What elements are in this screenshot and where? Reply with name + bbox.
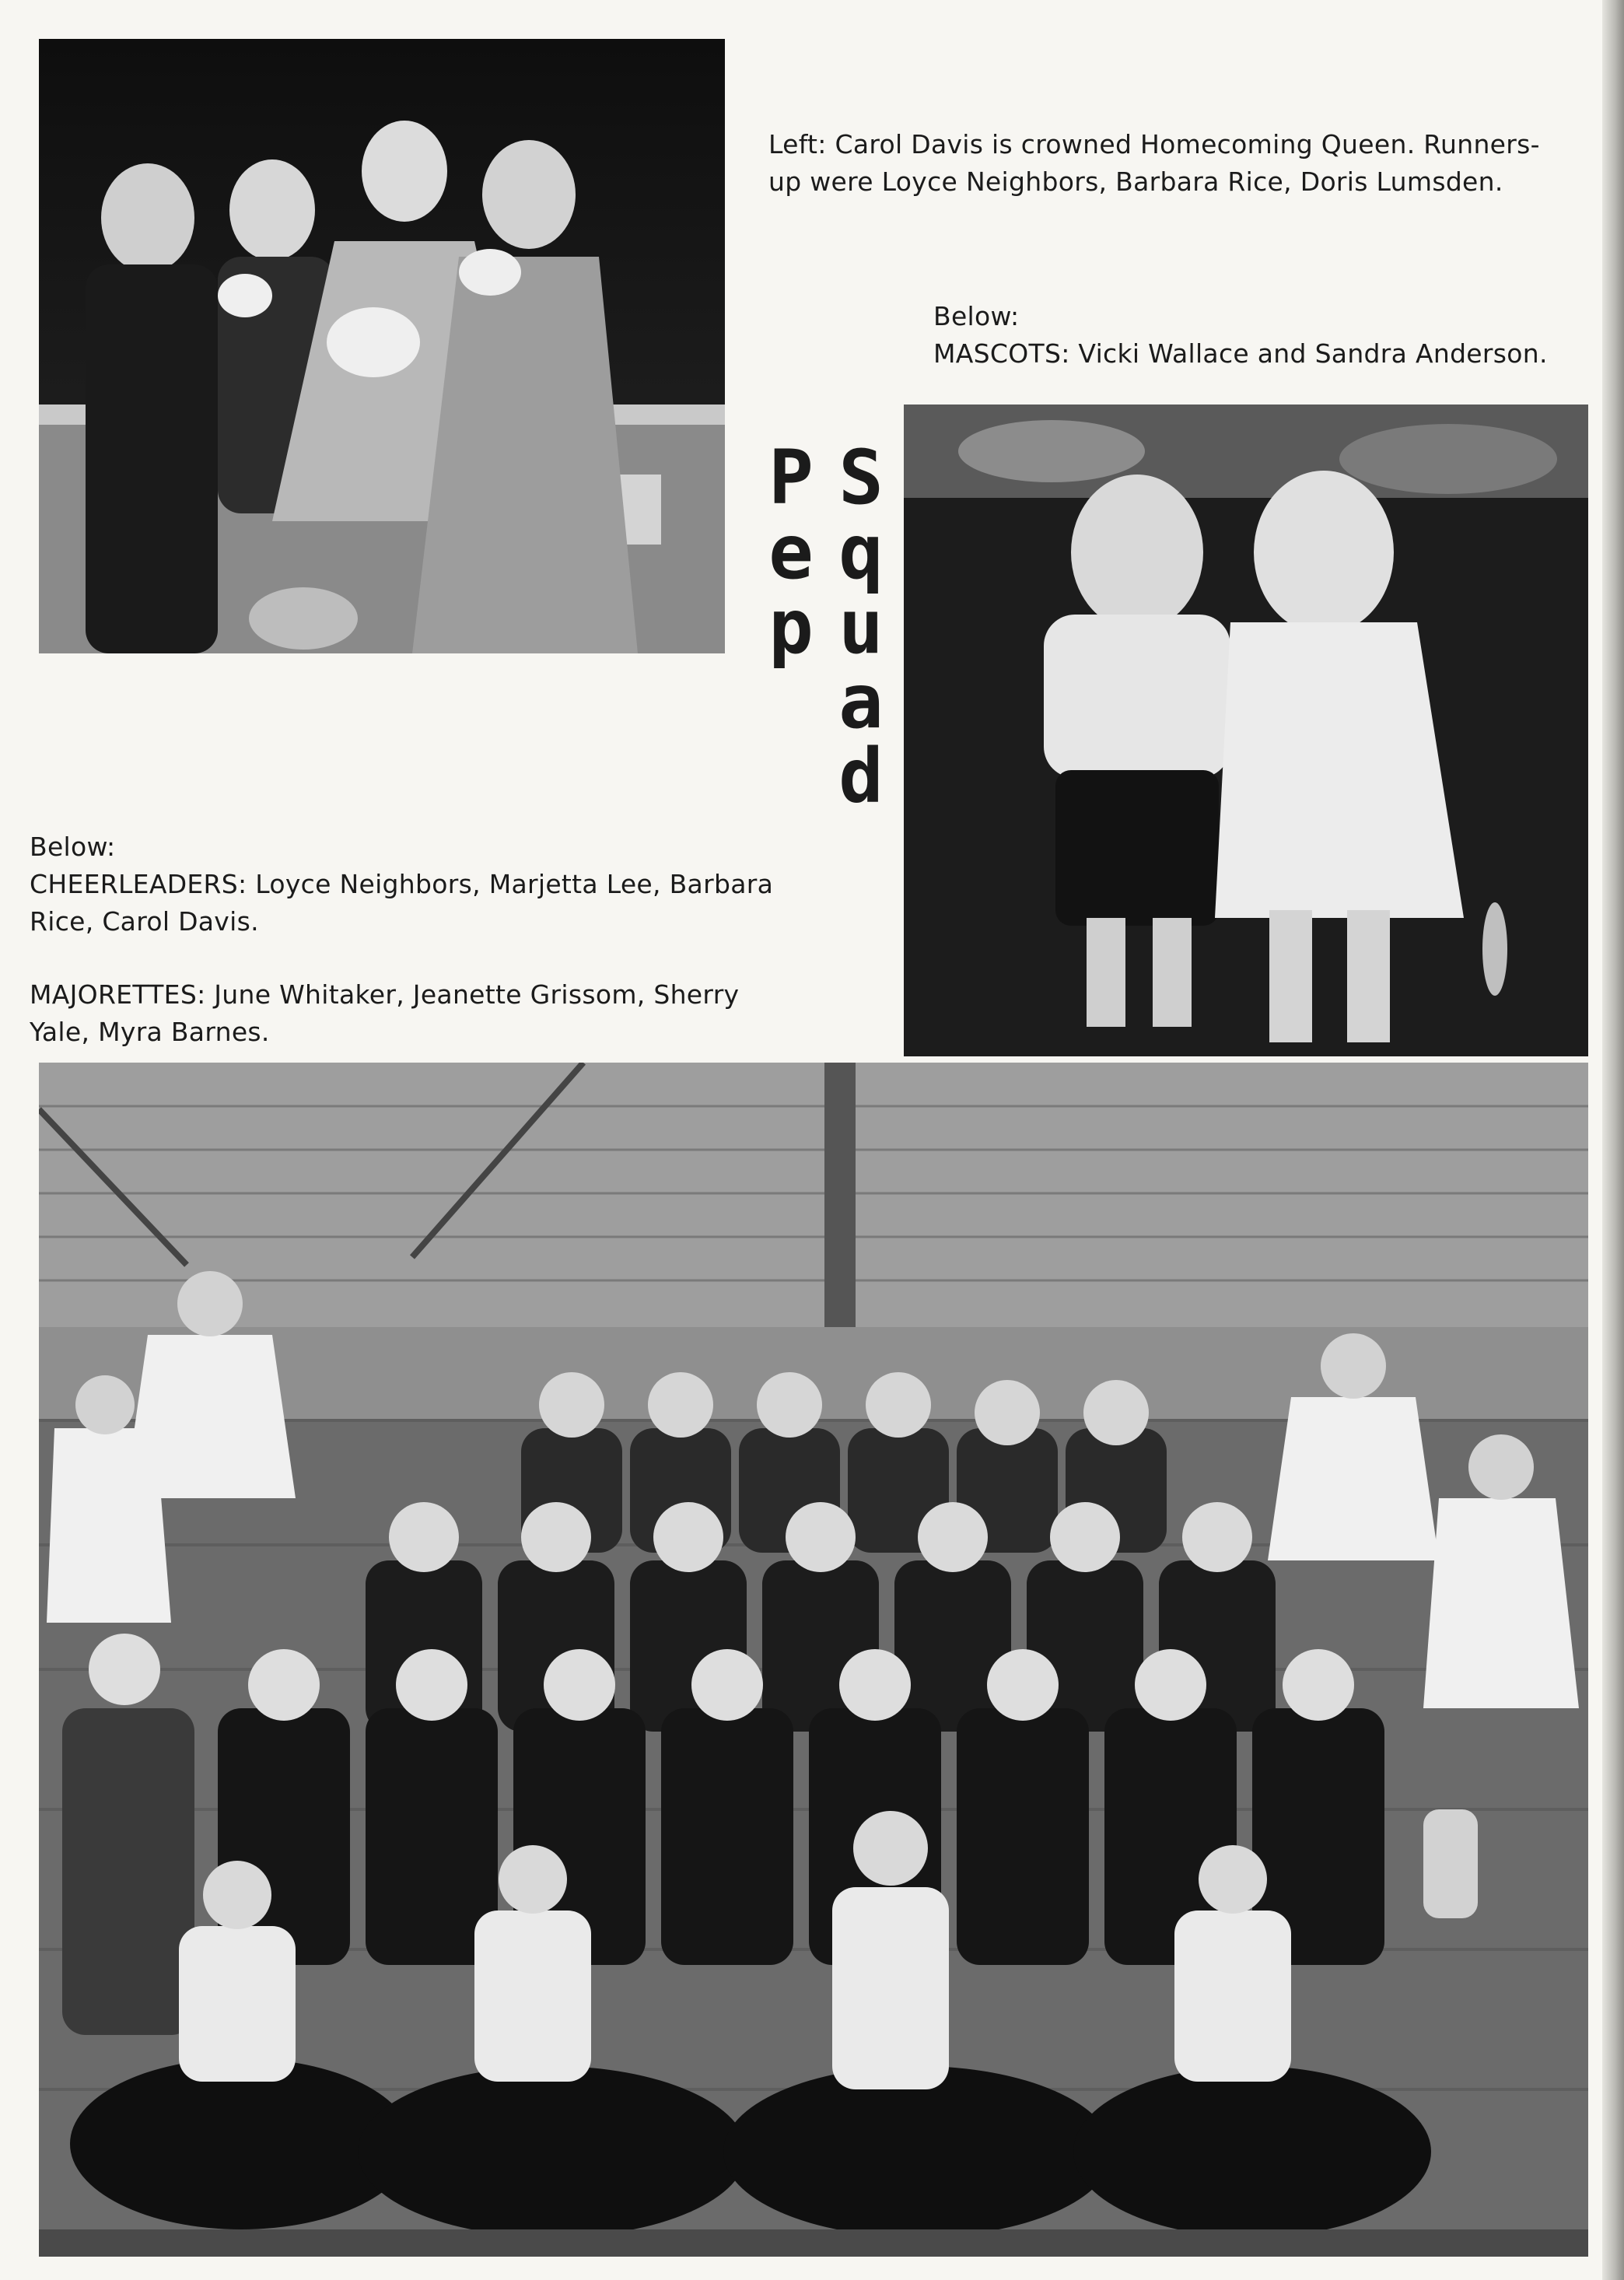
title-letter: d [838, 733, 884, 820]
title-letter: p [768, 583, 814, 671]
cheerleaders-caption-line2: CHEERLEADERS: Loyce Neighbors, Marjetta Lee, Barbara [30, 869, 774, 899]
title-word-squad [826, 434, 896, 820]
pep-squad-group-photo [39, 1063, 1588, 2257]
homecoming-caption-line2: up were Loyce Neighbors, Barbara Rice, Doris Lumsden. [768, 166, 1503, 197]
mascots-caption [933, 298, 1602, 373]
title-letter: q [838, 509, 884, 596]
mascots-caption-line2: MASCOTS: Vicki Wallace and Sandra Anderson. [933, 338, 1548, 369]
mascots-caption-line1: Below: [933, 301, 1020, 331]
title-word-pep [756, 434, 826, 671]
homecoming-caption-line1: Left: Carol Davis is crowned Homecoming Queen. Runners- [768, 129, 1540, 159]
title-letter: a [838, 658, 884, 745]
mascots-photo [904, 405, 1588, 1056]
title-letter: P [768, 434, 814, 521]
majorettes-caption [30, 976, 815, 1051]
homecoming-caption [768, 126, 1577, 201]
title-letter: u [838, 583, 884, 671]
majorettes-caption-line1: MAJORETTES: June Whitaker, Jeanette Grissom, Sherry [30, 979, 740, 1010]
cheerleaders-caption [30, 828, 815, 940]
title-letter: e [768, 509, 814, 596]
page-binding-edge [1602, 0, 1624, 2280]
cheerleaders-caption-line1: Below: [30, 832, 116, 862]
majorettes-caption-line2: Yale, Myra Barnes. [30, 1017, 270, 1047]
homecoming-queen-photo [39, 39, 725, 653]
cheerleaders-caption-line3: Rice, Carol Davis. [30, 906, 259, 937]
title-letter: S [838, 434, 884, 521]
